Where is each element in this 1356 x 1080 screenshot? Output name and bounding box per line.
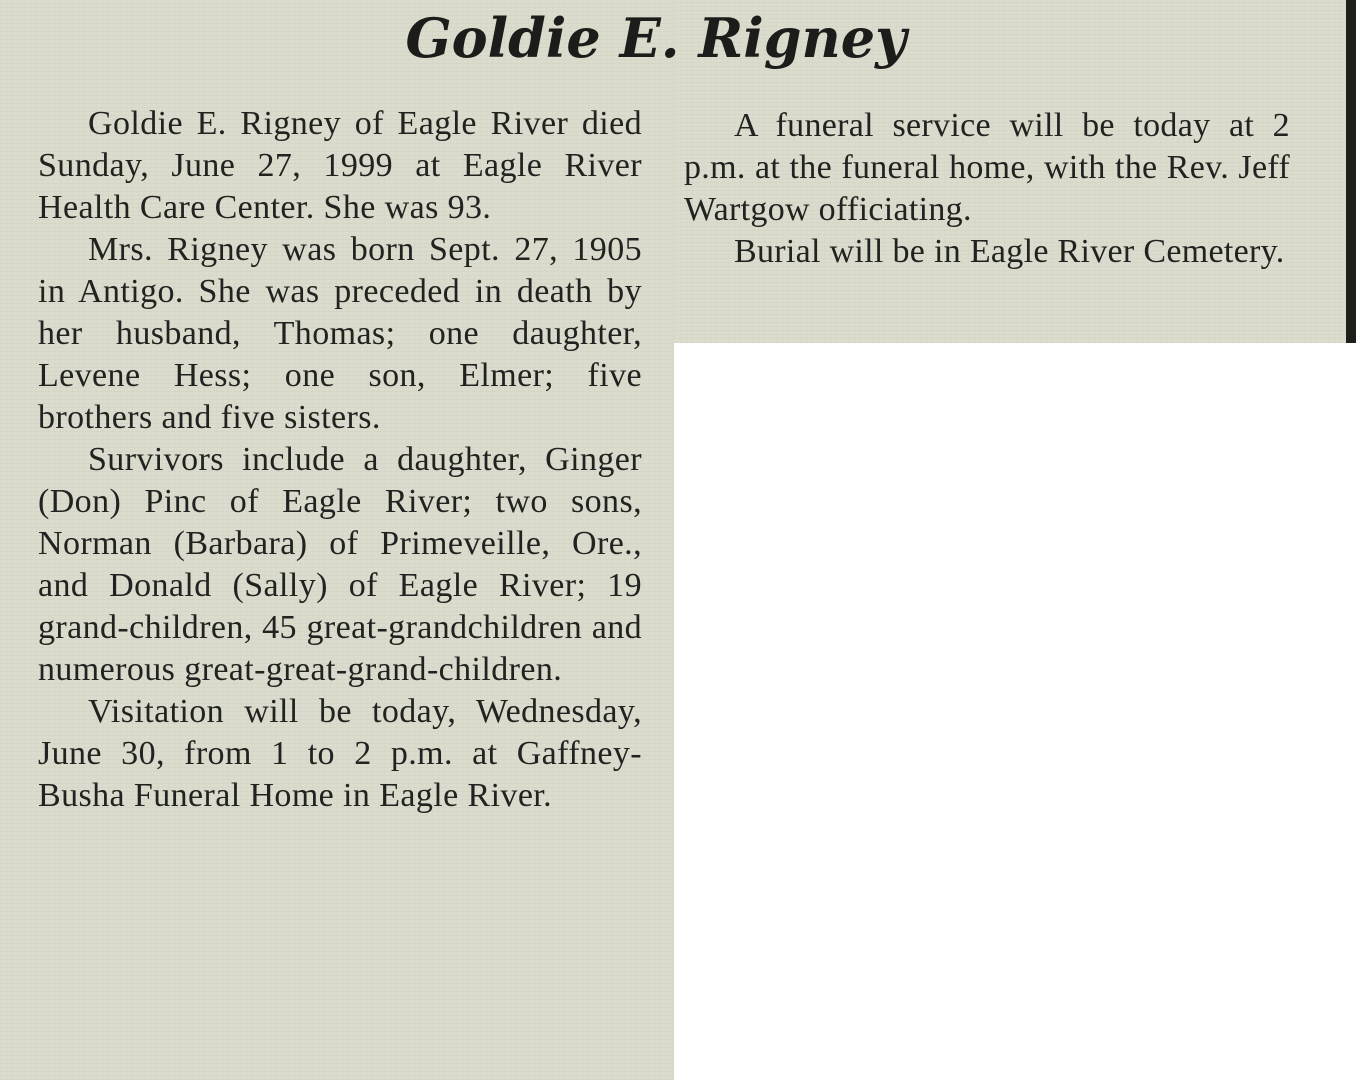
paragraph-survivors: Survivors include a daughter, Ginger (Don) Pinc of Eagle River; two sons, Norman (Barbara) of Primeveille, Ore., and Donald (Sally) of Eagle River; 19 grand-children, 45 great-grandchildren and numerous great-great-grand-children. bbox=[38, 441, 642, 688]
paragraph-visitation: Visitation will be today, Wednesday, June 30, from 1 to 2 p.m. at Gaffney-Busha Funeral Home in Eagle River. bbox=[38, 693, 642, 814]
paragraph-death-notice: Goldie E. Rigney of Eagle River died Sunday, June 27, 1999 at Eagle River Health Care Center. She was 93. bbox=[38, 105, 642, 226]
column-border-rule bbox=[1346, 0, 1356, 343]
paragraph-biography: Mrs. Rigney was born Sept. 27, 1905 in Antigo. She was preceded in death by her husband, Thomas; one daughter, Levene Hess; one son, Elmer; five brothers and five sisters. bbox=[38, 231, 642, 436]
left-column bbox=[38, 103, 642, 817]
paragraph-funeral-service: A funeral service will be today at 2 p.m. at the funeral home, with the Rev. Jeff Wartgow officiating. bbox=[684, 107, 1290, 228]
right-column bbox=[684, 105, 1290, 273]
obituary-headline: Goldie E. Rigney bbox=[405, 6, 907, 70]
paragraph-burial: Burial will be in Eagle River Cemetery. bbox=[734, 233, 1285, 270]
